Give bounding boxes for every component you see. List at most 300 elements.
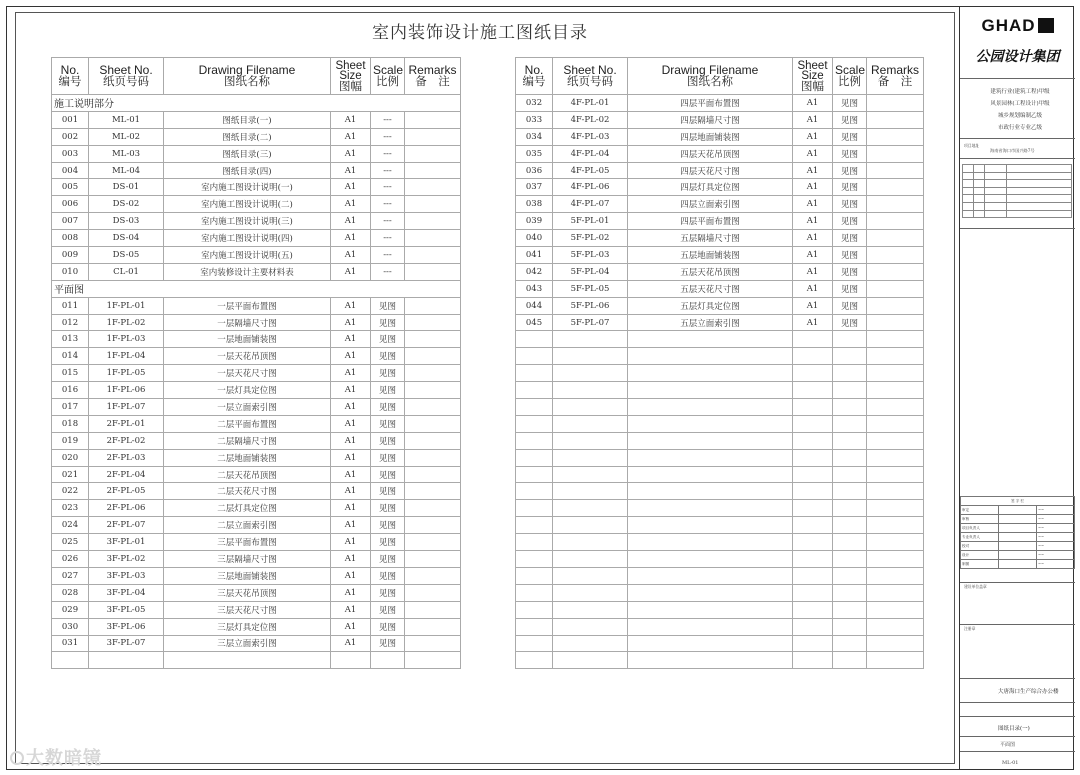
cell-no: 026	[52, 551, 89, 568]
empty-cell	[833, 382, 867, 399]
cell-sheet-no: 3F-PL-03	[89, 567, 164, 584]
cell-filename: 一层地面铺装图	[164, 331, 331, 348]
cell-scale: ---	[371, 196, 405, 213]
empty-cell	[833, 432, 867, 449]
cell-sheet-no: 3F-PL-01	[89, 534, 164, 551]
empty-cell	[628, 500, 793, 517]
cell-sheet-no: 2F-PL-03	[89, 449, 164, 466]
empty-cell	[553, 635, 628, 652]
table-row	[52, 635, 461, 652]
cell-no: 038	[516, 196, 553, 213]
cell-size: A1	[793, 128, 833, 145]
empty-cell	[833, 483, 867, 500]
empty-cell	[516, 399, 553, 416]
qualification-item: 市政行业专业乙级	[997, 125, 1042, 131]
empty-cell	[516, 483, 553, 500]
cell-sheet-no: 4F-PL-05	[553, 162, 628, 179]
cell-size: A1	[331, 567, 371, 584]
cell-scale: 见图	[833, 314, 867, 331]
table-row	[52, 534, 461, 551]
cell-no: 018	[52, 415, 89, 432]
cell-remarks	[405, 230, 461, 247]
cell-no: 010	[52, 263, 89, 280]
page-title: 室内装饰设计施工图纸目录	[372, 23, 588, 43]
cell-size: A1	[793, 280, 833, 297]
cell-size: A1	[331, 213, 371, 230]
cell-remarks	[405, 365, 461, 382]
section-heading: 平面图	[52, 280, 461, 297]
empty-cell	[833, 331, 867, 348]
cell-filename: 三层立面索引图	[164, 635, 331, 652]
watermark-logo-icon	[10, 751, 24, 765]
cell-size: A1	[331, 314, 371, 331]
table-row	[52, 314, 461, 331]
empty-cell	[833, 399, 867, 416]
empty-cell	[867, 584, 924, 601]
qualification-item: 建筑行业(建筑工程)甲级	[990, 89, 1050, 95]
cell-no: 001	[52, 111, 89, 128]
col-filename: Drawing Filename 图纸名称	[164, 58, 331, 95]
table-row	[52, 213, 461, 230]
cell-sheet-no: ML-03	[89, 145, 164, 162]
cell-sheet-no: ML-02	[89, 128, 164, 145]
cell-remarks	[405, 263, 461, 280]
cell-size: A1	[793, 179, 833, 196]
table-row	[516, 230, 924, 247]
cell-filename: 室内施工图设计说明(二)	[164, 196, 331, 213]
section-row	[52, 95, 461, 112]
empty-cell	[833, 534, 867, 551]
cell-size: A1	[331, 179, 371, 196]
cell-filename: 二层立面索引图	[164, 517, 331, 534]
cell-sheet-no: DS-04	[89, 230, 164, 247]
col-no: No. 编号	[52, 58, 89, 95]
cell-scale: 见图	[371, 348, 405, 365]
cell-remarks	[405, 567, 461, 584]
col-size: Sheet Size 图幅	[331, 58, 371, 95]
empty-cell	[553, 517, 628, 534]
empty-row	[516, 500, 924, 517]
cell-filename: 三层天花尺寸图	[164, 601, 331, 618]
empty-cell	[628, 365, 793, 382]
empty-row	[516, 365, 924, 382]
cell-remarks	[405, 382, 461, 399]
table-row	[516, 297, 924, 314]
cell-no: 033	[516, 111, 553, 128]
cell-sheet-no: 2F-PL-05	[89, 483, 164, 500]
cell-remarks	[405, 584, 461, 601]
cell-size: A1	[331, 382, 371, 399]
cell-remarks	[867, 314, 924, 331]
cell-no: 027	[52, 567, 89, 584]
empty-cell	[867, 534, 924, 551]
empty-cell	[553, 348, 628, 365]
cell-scale: 见图	[833, 213, 867, 230]
table-row	[516, 145, 924, 162]
table-row	[52, 162, 461, 179]
cell-size: A1	[331, 196, 371, 213]
cell-remarks	[405, 179, 461, 196]
empty-cell	[516, 331, 553, 348]
cell-scale: 见图	[833, 111, 867, 128]
col-size: Sheet Size 图幅	[793, 58, 833, 95]
empty-cell	[793, 382, 833, 399]
empty-cell	[553, 601, 628, 618]
cell-sheet-no: 5F-PL-07	[553, 314, 628, 331]
empty-cell	[516, 652, 553, 669]
cell-filename: 五层立面索引图	[628, 314, 793, 331]
table-header-row	[516, 58, 924, 95]
col-remarks: Remarks 备 注	[405, 58, 461, 95]
table-header-row	[52, 58, 461, 95]
cell-size: A1	[793, 314, 833, 331]
qualification-item: 风景园林(工程设计)甲级	[990, 101, 1050, 107]
empty-cell	[793, 517, 833, 534]
cell-no: 015	[52, 365, 89, 382]
qualification-item: 城乡规划编制乙级	[997, 113, 1042, 119]
cell-filename: 一层立面索引图	[164, 399, 331, 416]
empty-cell	[553, 382, 628, 399]
col-filename: Drawing Filename 图纸名称	[628, 58, 793, 95]
cell-filename: 一层灯具定位图	[164, 382, 331, 399]
empty-cell	[793, 466, 833, 483]
empty-cell	[516, 348, 553, 365]
cell-no: 043	[516, 280, 553, 297]
empty-cell	[793, 534, 833, 551]
empty-cell	[833, 601, 867, 618]
cell-remarks	[405, 297, 461, 314]
empty-cell	[833, 584, 867, 601]
empty-cell	[793, 348, 833, 365]
cell-filename: 图纸目录(一)	[164, 111, 331, 128]
cell-no: 020	[52, 449, 89, 466]
table-row	[52, 365, 461, 382]
cell-remarks	[867, 280, 924, 297]
cell-scale: 见图	[371, 584, 405, 601]
table-row	[52, 601, 461, 618]
cell-sheet-no: DS-01	[89, 179, 164, 196]
cell-sheet-no: CL-01	[89, 263, 164, 280]
cell-scale: 见图	[371, 331, 405, 348]
empty-cell	[833, 618, 867, 635]
cell-no: 013	[52, 331, 89, 348]
empty-cell	[867, 415, 924, 432]
cell-no: 007	[52, 213, 89, 230]
cell-sheet-no: 5F-PL-01	[553, 213, 628, 230]
empty-cell	[793, 618, 833, 635]
cell-size: A1	[793, 213, 833, 230]
empty-cell	[553, 466, 628, 483]
empty-cell	[516, 601, 553, 618]
table-row	[52, 567, 461, 584]
empty-cell	[793, 635, 833, 652]
address-value: 海南省海口市国兴路7号	[990, 148, 1035, 153]
cell-remarks	[405, 635, 461, 652]
cell-filename: 四层平面布置图	[628, 95, 793, 112]
empty-cell	[553, 415, 628, 432]
cell-size: A1	[331, 399, 371, 416]
table-row	[516, 213, 924, 230]
cell-sheet-no: 1F-PL-06	[89, 382, 164, 399]
cell-filename: 五层天花吊顶图	[628, 263, 793, 280]
cell-filename: 三层灯具定位图	[164, 618, 331, 635]
cell-scale: 见图	[371, 500, 405, 517]
empty-cell	[628, 432, 793, 449]
col-no: No. 编号	[516, 58, 553, 95]
cell-size: A1	[793, 230, 833, 247]
table-row	[516, 263, 924, 280]
cell-scale: 见图	[833, 162, 867, 179]
empty-row	[516, 517, 924, 534]
table-row	[516, 111, 924, 128]
cell-filename: 二层地面铺装图	[164, 449, 331, 466]
cell-sheet-no: 1F-PL-03	[89, 331, 164, 348]
empty-cell	[89, 652, 164, 669]
cell-filename: 二层灯具定位图	[164, 500, 331, 517]
empty-cell	[793, 331, 833, 348]
cell-no: 008	[52, 230, 89, 247]
cell-no: 042	[516, 263, 553, 280]
cell-size: A1	[331, 584, 371, 601]
empty-row	[516, 618, 924, 635]
cell-scale: ---	[371, 247, 405, 264]
cell-scale: ---	[371, 162, 405, 179]
cell-filename: 三层平面布置图	[164, 534, 331, 551]
cell-filename: 二层天花尺寸图	[164, 483, 331, 500]
cell-no: 003	[52, 145, 89, 162]
table-row	[516, 314, 924, 331]
cell-size: A1	[331, 128, 371, 145]
cell-no: 025	[52, 534, 89, 551]
cell-size: A1	[331, 466, 371, 483]
cell-scale: 见图	[371, 365, 405, 382]
cell-remarks	[405, 314, 461, 331]
cell-sheet-no: 5F-PL-02	[553, 230, 628, 247]
cell-size: A1	[331, 162, 371, 179]
cell-no: 029	[52, 601, 89, 618]
empty-cell	[405, 652, 461, 669]
cell-no: 017	[52, 399, 89, 416]
cell-size: A1	[331, 331, 371, 348]
stage-value: 平面图	[1000, 742, 1016, 748]
cell-remarks	[405, 399, 461, 416]
cell-no: 040	[516, 230, 553, 247]
cell-size: A1	[331, 365, 371, 382]
cell-size: A1	[331, 551, 371, 568]
cell-no: 035	[516, 145, 553, 162]
cell-filename: 五层地面铺装图	[628, 247, 793, 264]
empty-cell	[867, 517, 924, 534]
empty-cell	[833, 415, 867, 432]
cell-size: A1	[331, 247, 371, 264]
empty-row	[516, 449, 924, 466]
col-sheet: Sheet No. 纸页号码	[89, 58, 164, 95]
empty-cell	[516, 415, 553, 432]
empty-row	[516, 551, 924, 568]
empty-cell	[867, 483, 924, 500]
cell-scale: 见图	[371, 483, 405, 500]
stamp-label: 建设单位盖章	[964, 584, 987, 589]
cell-remarks	[867, 230, 924, 247]
cell-sheet-no: 4F-PL-02	[553, 111, 628, 128]
empty-cell	[867, 466, 924, 483]
empty-cell	[516, 382, 553, 399]
cell-sheet-no: DS-03	[89, 213, 164, 230]
cell-filename: 四层隔墙尺寸图	[628, 111, 793, 128]
cell-remarks	[405, 551, 461, 568]
cell-filename: 四层地面铺装图	[628, 128, 793, 145]
empty-cell	[553, 449, 628, 466]
cell-no: 012	[52, 314, 89, 331]
cell-no: 016	[52, 382, 89, 399]
table-row	[52, 517, 461, 534]
empty-cell	[516, 466, 553, 483]
cell-no: 002	[52, 128, 89, 145]
cell-remarks	[405, 601, 461, 618]
cell-scale: ---	[371, 145, 405, 162]
cell-remarks	[405, 196, 461, 213]
empty-cell	[793, 449, 833, 466]
register-label: 注册章	[964, 626, 976, 631]
empty-cell	[867, 449, 924, 466]
cell-sheet-no: 5F-PL-05	[553, 280, 628, 297]
table-row	[52, 128, 461, 145]
cell-size: A1	[331, 263, 371, 280]
cell-sheet-no: 1F-PL-04	[89, 348, 164, 365]
cell-scale: 见图	[371, 567, 405, 584]
cell-remarks	[405, 213, 461, 230]
cell-scale: ---	[371, 230, 405, 247]
table-row	[52, 500, 461, 517]
col-scale: Scale 比例	[833, 58, 867, 95]
empty-cell	[553, 584, 628, 601]
cell-sheet-no: DS-02	[89, 196, 164, 213]
table-row	[52, 432, 461, 449]
qualification-list	[968, 86, 1072, 134]
empty-row	[516, 534, 924, 551]
cell-no: 031	[52, 635, 89, 652]
cell-size: A1	[793, 111, 833, 128]
section-heading: 施工说明部分	[52, 95, 461, 112]
cell-no: 034	[516, 128, 553, 145]
cell-scale: 见图	[371, 635, 405, 652]
cell-sheet-no: 4F-PL-07	[553, 196, 628, 213]
cell-size: A1	[793, 145, 833, 162]
cell-size: A1	[331, 601, 371, 618]
cell-filename: 三层地面铺装图	[164, 567, 331, 584]
cell-size: A1	[331, 618, 371, 635]
empty-cell	[628, 348, 793, 365]
table-row	[52, 618, 461, 635]
cell-sheet-no: 3F-PL-04	[89, 584, 164, 601]
cell-remarks	[867, 297, 924, 314]
cell-filename: 二层平面布置图	[164, 415, 331, 432]
table-row	[52, 415, 461, 432]
empty-cell	[867, 635, 924, 652]
cell-scale: 见图	[371, 551, 405, 568]
table-row	[516, 95, 924, 112]
empty-cell	[516, 567, 553, 584]
cell-no: 006	[52, 196, 89, 213]
project-name: 大唐海口生产综合办公楼	[998, 689, 1059, 695]
cell-sheet-no: 2F-PL-02	[89, 432, 164, 449]
cell-remarks	[405, 162, 461, 179]
table-row	[52, 179, 461, 196]
cell-size: A1	[331, 534, 371, 551]
table-row	[52, 196, 461, 213]
table-row	[52, 111, 461, 128]
cell-size: A1	[331, 432, 371, 449]
cell-remarks	[867, 111, 924, 128]
empty-cell	[628, 567, 793, 584]
cell-scale: 见图	[371, 534, 405, 551]
cell-scale: ---	[371, 179, 405, 196]
section-row	[52, 280, 461, 297]
cell-filename: 四层灯具定位图	[628, 179, 793, 196]
cell-filename: 五层灯具定位图	[628, 297, 793, 314]
cell-no: 019	[52, 432, 89, 449]
cell-scale: 见图	[833, 196, 867, 213]
empty-cell	[867, 652, 924, 669]
cell-sheet-no: ML-01	[89, 111, 164, 128]
cell-filename: 图纸目录(三)	[164, 145, 331, 162]
cell-sheet-no: 2F-PL-01	[89, 415, 164, 432]
empty-cell	[164, 652, 331, 669]
empty-cell	[628, 517, 793, 534]
title-block	[959, 6, 1074, 770]
cell-filename: 室内装修设计主要材料表	[164, 263, 331, 280]
cell-scale: 见图	[371, 466, 405, 483]
drawing-number: ML-01	[1002, 760, 1019, 766]
cell-sheet-no: 5F-PL-03	[553, 247, 628, 264]
cell-sheet-no: 5F-PL-06	[553, 297, 628, 314]
revision-grid	[962, 164, 1072, 218]
cell-filename: 室内施工图设计说明(五)	[164, 247, 331, 264]
address-label: 项目地址	[964, 143, 980, 148]
cell-filename: 图纸目录(二)	[164, 128, 331, 145]
empty-cell	[833, 567, 867, 584]
empty-cell	[553, 500, 628, 517]
empty-cell	[516, 432, 553, 449]
company-name: 公园设计集团	[975, 49, 1060, 65]
table-row	[52, 145, 461, 162]
empty-cell	[516, 365, 553, 382]
cell-remarks	[405, 331, 461, 348]
table-row	[52, 297, 461, 314]
cell-scale: 见图	[371, 415, 405, 432]
empty-cell	[833, 365, 867, 382]
empty-cell	[867, 331, 924, 348]
cell-scale: 见图	[833, 297, 867, 314]
empty-cell	[793, 432, 833, 449]
cell-remarks	[405, 483, 461, 500]
cell-sheet-no: 3F-PL-02	[89, 551, 164, 568]
cell-filename: 图纸目录(四)	[164, 162, 331, 179]
cell-remarks	[405, 432, 461, 449]
cell-remarks	[405, 111, 461, 128]
cell-size: A1	[331, 415, 371, 432]
cell-size: A1	[331, 297, 371, 314]
cell-scale: ---	[371, 213, 405, 230]
empty-cell	[793, 551, 833, 568]
empty-cell	[867, 432, 924, 449]
table-row	[516, 162, 924, 179]
empty-cell	[516, 500, 553, 517]
empty-cell	[553, 483, 628, 500]
empty-cell	[371, 652, 405, 669]
empty-cell	[867, 618, 924, 635]
table-row	[516, 128, 924, 145]
